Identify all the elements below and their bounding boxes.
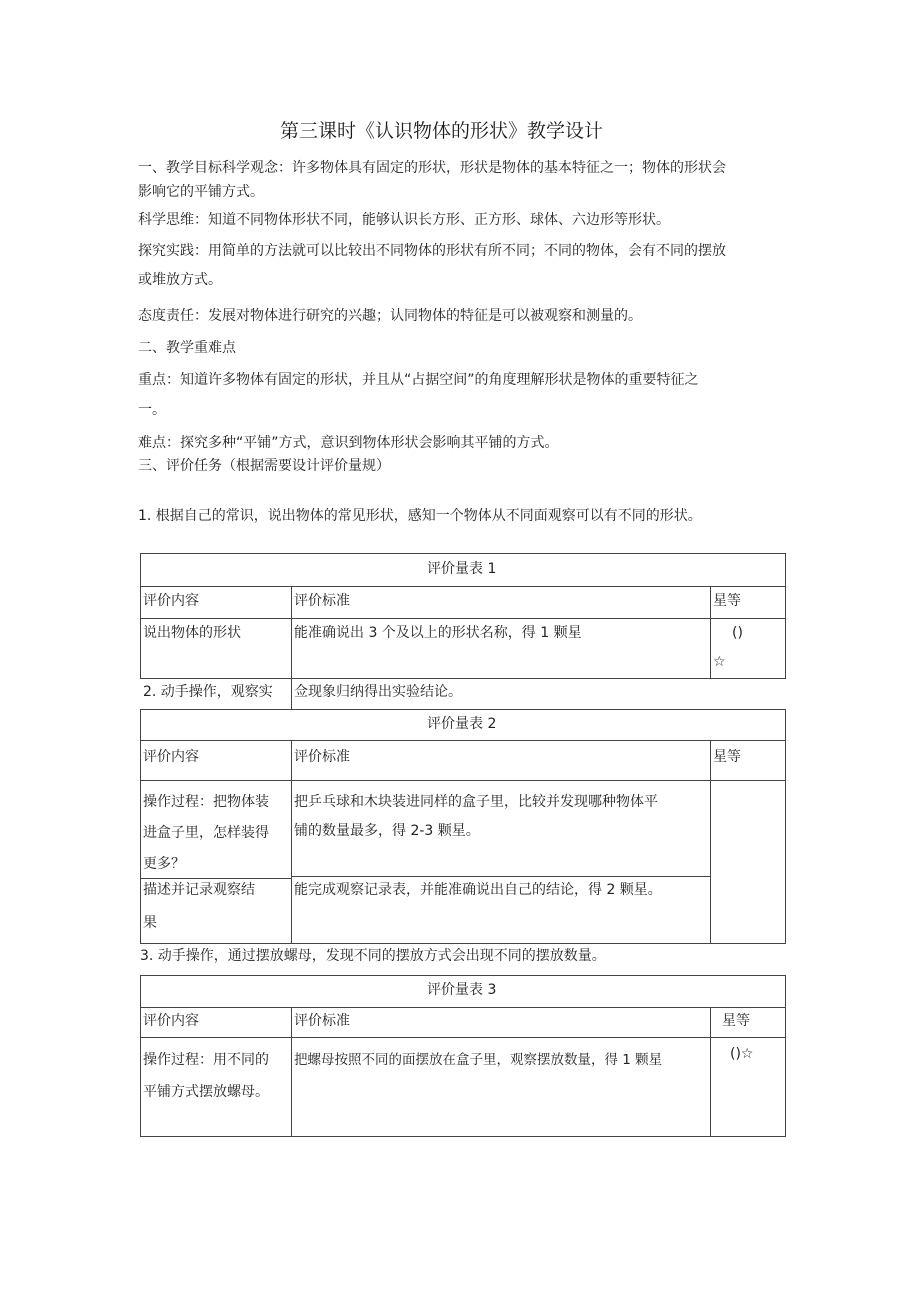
table1-header-content: 评价内容 [143,593,199,609]
science-thinking: 科学思维：知道不同物体形状不同，能够认识长方形、正方形、球体、六边形等形状。 [138,212,670,228]
objectives-line1: 一、教学目标科学观念：许多物体具有固定的形状，形状是物体的基本特征之一；物体的形状会 [138,160,726,176]
table2-header-content: 评价内容 [143,749,199,765]
table3-header-criteria: 评价标准 [294,1013,350,1029]
inquiry-line1: 探究实践：用简单的方法就可以比较出不同物体的形状有所不同；不同的物体，会有不同的摆放 [138,243,726,259]
page-title: 第三课时《认识物体的形状》教学设计 [280,120,604,142]
table1-divider [140,586,786,587]
table3-divider [140,1037,786,1038]
attitude: 态度责任：发展对物体进行研究的兴趣；认同物体的特征是可以被观察和测量的。 [138,308,642,324]
table1-header-star: 星等 [713,593,741,609]
table1-divider [710,586,711,679]
table2-row1-criteria: 铺的数量最多，得 2-3 颗星。 [294,823,480,839]
table2-divider [710,740,711,944]
difficulty: 难点：探究多种“平铺”方式，意识到物体形状会影响其平铺的方式。 [138,435,559,451]
table2-divider [140,740,786,741]
table2-row2-criteria: 能完成观察记录表，并能准确说出自己的结论，得 2 颗星。 [294,882,662,898]
table1-row1-star-parens: () [732,625,743,641]
table3-row1-star: ()☆ [730,1046,754,1062]
table2-row1-content: 进盒子里，怎样装得 [143,825,269,841]
task2-right: 佥现象归纳得出实验结论。 [294,684,462,700]
table2-row1-content: 操作过程：把物体装 [143,794,269,810]
task2-left: 2. 动手操作，观察实 [143,684,273,700]
table1-row1-criteria: 能准确说出 3 个及以上的形状名称，得 1 颗星 [294,625,582,641]
table3-divider [140,1007,786,1008]
objectives-line2: 影响它的平铺方式。 [138,184,264,200]
table3-divider [710,1007,711,1137]
table2-row1-content: 更多？ [143,856,185,872]
table1-header-criteria: 评价标准 [294,593,350,609]
table2-header-star: 星等 [713,749,741,765]
table1-row1-star-icon: ☆ [713,654,726,670]
table3-row1-criteria: 把螺母按照不同的面摆放在盒子里，观察摆放数量，得 1 颗星 [294,1052,663,1068]
table2-row2-content: 描述并记录观察结 [143,882,255,898]
table1-row1-content: 说出物体的形状 [143,625,241,641]
task1: 1. 根据自己的常识，说出物体的常见形状，感知一个物体从不同面观察可以有不同的形状。 [138,508,702,524]
inquiry-line2: 或堆放方式。 [138,272,222,288]
table3-row1-content: 操作过程：用不同的 [143,1052,269,1068]
table3-caption: 评价量表 3 [427,982,497,998]
table2-caption: 评价量表 2 [427,716,497,732]
section3-heading: 三、评价任务（根据需要设计评价量规） [138,458,390,474]
table3-header-content: 评价内容 [143,1013,199,1029]
table3-row1-content: 平铺方式摆放螺母。 [143,1084,269,1100]
key-point-line1: 重点：知道许多物体有固定的形状，并且从“占据空间”的角度理解形状是物体的重要特征之 [138,372,699,388]
table2-header-criteria: 评价标准 [294,749,350,765]
table3-divider [291,1007,292,1137]
task2-divider [291,679,292,709]
key-point-line2: 一。 [138,402,166,418]
table1-caption: 评价量表 1 [427,561,497,577]
task3: 3. 动手操作，通过摆放螺母，发现不同的摆放方式会出现不同的摆放数量。 [140,948,606,964]
table2-divider [291,740,292,944]
table2-row2-content: 果 [143,915,157,931]
table1-divider [291,586,292,679]
section2-heading: 二、教学重难点 [138,340,236,356]
table2-row1-criteria: 把乒乓球和木块装进同样的盒子里，比较并发现哪种物体平 [294,794,658,810]
table3-header-star: 星等 [722,1013,750,1029]
table2-divider [140,780,786,781]
